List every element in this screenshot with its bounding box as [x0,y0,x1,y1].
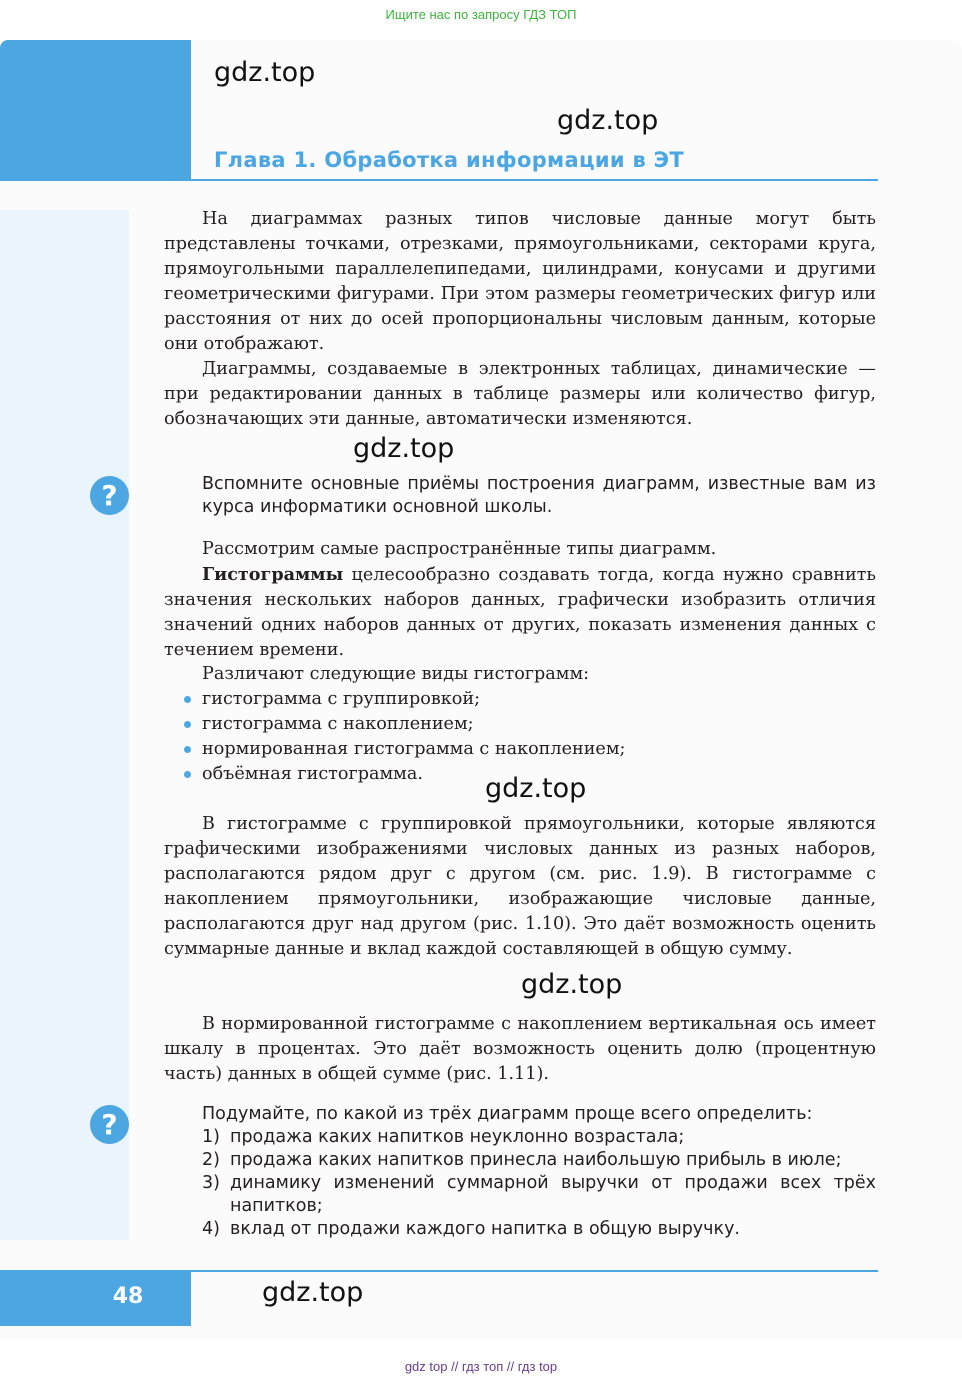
page-number: 48 [112,1284,144,1309]
paragraph-text: целесообразно создавать тогда, когда нужно сравнить значения нескольких наборов данных, графически изобразить отличия значений одних наборов данных от других, показать изменения данных с течением времени. [164,565,876,660]
paragraph: В нормированной гистограмме с накоплением вертикальная ось имеет шкалу в процентах. Это даёт возможность оценить долю (процентную часть) данных в общей сумме (рис. 1.11). [164,1014,876,1084]
question-icon: ? [90,1105,129,1144]
paragraph: Различают следующие виды гистограмм: [202,664,590,684]
list-item [202,1172,876,1218]
item-number: 1) [202,1127,220,1147]
paragraph: Диаграммы, создаваемые в электронных таблицах, динамические — при редактировании данных в таблице размеры или количество фигур, обозначающих эти данные, автоматически изменяются. [164,359,876,429]
watermark: gdz.top [214,57,316,88]
list-item [164,712,625,737]
list-item-text: вклад от продажи каждого напитка в общую выручку. [230,1219,740,1239]
bottom-links[interactable]: gdz top // гдз топ // гдз top [404,1359,558,1374]
list-item [164,687,625,712]
list-item-text: гистограмма с накоплением; [202,714,474,734]
list-item [164,737,625,762]
header-accent-block [0,40,191,181]
list-item [202,1218,876,1241]
list-item-text: динамику изменений суммарной выручки от продажи всех трёх напитков; [230,1173,876,1216]
list-item [202,1149,876,1172]
bullet-icon [184,721,191,728]
list-item [202,1126,876,1149]
header-rule [191,179,878,181]
histogram-types-list [164,687,625,787]
margin-band [0,210,129,1240]
list-item-text: нормированная гистограмма с накоплением; [202,739,626,759]
paragraph: Рассмотрим самые распространённые типы диаграмм. [202,539,717,559]
watermark: gdz.top [353,433,455,464]
watermark: gdz.top [521,969,623,1000]
paragraph: В гистограмме с группировкой прямоугольники, которые являются графическими изображениями числовых данных из разных наборов, располагаются рядом друг с другом (см. рис. 1.9). В гистограмме с накоплением прямоугольники, изображающие числовые данные, располагаются друг над другом (рис. 1.10). Это даёт возможность оценить суммарные данные и вклад каждой составляющей в общую сумму. [164,814,876,959]
question-intro: Подумайте, по какой из трёх диаграмм проще всего определить: [202,1104,813,1124]
question-icon: ? [90,476,129,515]
bullet-icon [184,696,191,703]
watermark: gdz.top [557,105,659,136]
bullet-icon [184,771,191,778]
item-number: 3) [202,1173,220,1193]
question-text: Вспомните основные приёмы построения диаграмм, известные вам из курса информатики основной школы. [202,474,876,517]
list-item-text: объёмная гистограмма. [202,764,423,784]
question-list [202,1126,876,1241]
term-bold: Гистограммы [202,564,344,585]
list-item-text: гистограмма с группировкой; [202,689,481,709]
list-item-text: продажа каких напитков принесла наибольшую прибыль в июле; [230,1150,842,1170]
bullet-icon [184,746,191,753]
item-number: 4) [202,1219,220,1239]
list-item-text: продажа каких напитков неуклонно возрастала; [230,1127,685,1147]
item-number: 2) [202,1150,220,1170]
watermark: gdz.top [262,1277,364,1308]
paragraph [164,562,876,663]
search-hint-banner[interactable]: Ищите нас по запросу ГДЗ ТОП [385,7,577,22]
chapter-title: Глава 1. Обработка информации в ЭТ [214,148,685,172]
paragraph: На диаграммах разных типов числовые данные могут быть представлены точками, отрезками, прямоугольниками, секторами круга, прямоугольными параллелепипедами, цилиндрами, конусами и другими геометрическими фигурами. При этом размеры геометрических фигур или расстояния от них до осей пропорциональны числовым данным, которые они отображают. [164,209,876,354]
watermark: gdz.top [485,773,587,804]
footer-rule [191,1270,878,1272]
